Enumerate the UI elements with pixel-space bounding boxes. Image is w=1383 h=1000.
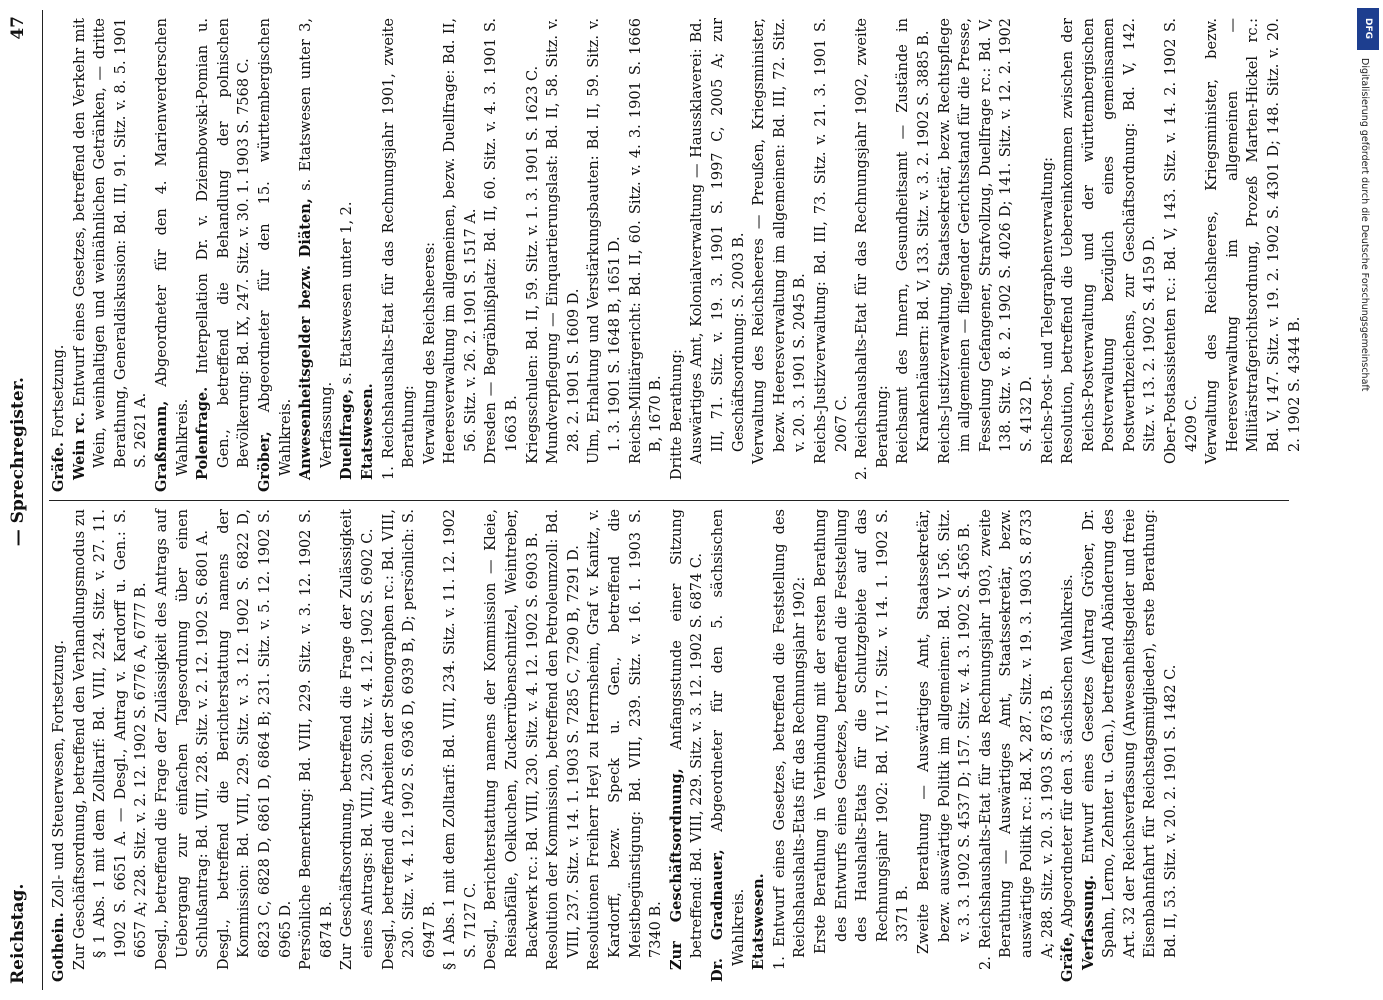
entry-text: s. Etatswesen unter 1, 2. (339, 201, 356, 389)
left-column (49, 500, 1289, 990)
register-entry (440, 18, 481, 492)
entry-keyword: Gräfe, (1059, 932, 1077, 982)
register-entry (214, 509, 296, 982)
register-entry (749, 509, 770, 982)
entry-keyword: Verfassung. (1079, 874, 1097, 970)
page-number: 47 (8, 16, 28, 40)
entry-text: Zweite Berathung — Auswärtiges Amt, Staatssekretär, bezw. auswärtige Politik im allgemeinen: Bd. V, 156. Sitz. v. 3. 3. 1902 S. 4537 D; 157. Sitz. v. 4. 3. 1902 S. 4565 B. (915, 509, 974, 954)
entry-text: Fortsetzung. (51, 344, 67, 443)
running-head (8, 10, 43, 990)
entry-text: Mundverpflegung — Einquartierungslast: Bd. II, 58. Sitz. v. 28. 2. 1901 S. 1609 D. (545, 18, 582, 464)
entry-text: Auswärtiges Amt, Kolonialverwaltung — Haussklaverei: Bd. III, 71. Sitz. v. 19. 3. 1901 S. 1997 C, 2005 A; zur Geschäftsordnung: S. 2003 B. (689, 18, 747, 464)
register-entry (379, 509, 441, 982)
register-entry (70, 18, 152, 492)
entry-keyword: Gräfe. (50, 442, 67, 492)
register-entry (481, 18, 522, 492)
register-entry (584, 509, 666, 982)
entry-text: Verwaltung des Reichsheeres: (421, 241, 438, 464)
register-entry (523, 18, 544, 492)
entry-text: s. Etatswesen unter 3, Verfassung. (298, 18, 335, 468)
entry-text: Zur Geschäftsordnung, betreffend den Verhandlungsmodus zu § 1 Abs. 1 mit dem Zolltarif: Bd. VIII, 224. Sitz. v. 27. 11. 1902 S. 6651 A. — Desgl., Antrag v. Kardorff u. Gen.: S. 6657 A; 228. Sitz. v. 2. 12. 1902 S. 6776 A, 6777 B. (71, 509, 150, 970)
register-entry (1038, 18, 1059, 492)
entry-text: Resolution, betreffend die Uebereinkommen zwischen der Reichs-Postverwaltung und der württembergischen Postverwaltung bezüglich eines gemeinsamen Postwerthzeichens, zur Geschäftsordnung: Bd. V, 142. Sitz. v. 13. 2. 1902 S. 4159 D. (1060, 18, 1159, 464)
entry-text: Abgeordneter für den 15. württembergischen Wahlkreis. (256, 18, 294, 476)
register-entry (358, 18, 379, 492)
register-entry (1058, 509, 1079, 982)
entry-text: 1. Reichshaushalts-Etat für das Rechnungsjahr 1901, zweite Berathung: (380, 18, 418, 480)
entry-keyword: Duellfrage, (338, 388, 356, 480)
register-entry (49, 18, 70, 492)
entry-keyword: Polenfrage. (194, 386, 212, 480)
entry-text: 2. Reichshaushalts-Etat für das Rechnungsjahr 1903, zweite Berathung — Auswärtiges Amt, Staatssekretär, bezw. auswärtige Politik rc.: Bd. X, 287. Sitz. v. 19. 3. 1903 S. 8733 A; 288. Sitz. v. 20. 3. 1903 S. 8763 B. (977, 509, 1056, 970)
entry-text: Reichs-Post- und Telegraphenverwaltung: (1039, 157, 1056, 464)
entry-keyword: Zur Geschäftsordnung, (667, 768, 685, 970)
entry-text: Anfangsstunde einer Sitzung betreffend: Bd. VIII, 229. Sitz. v. 3. 12. 1902 S. 6874 C. (668, 509, 706, 958)
register-entry (152, 18, 193, 492)
entry-text: Interpellation Dr. v. Dziembowski-Pomian u. Gen., betreffend die Behandlung der polnischen Bevölkerung: Bd. IX, 247. Sitz. v. 30. 1. 1903 S. 7568 C. (195, 18, 253, 468)
credit-text: Digitalisierung gefördert durch die Deutsche Forschungsgemeinschaft (1359, 58, 1370, 392)
entry-text: Reichs-Militärgericht: Bd. II, 60. Sitz. v. 4. 3. 1901 S. 1666 B, 1670 B. (627, 18, 665, 464)
register-entry (1079, 509, 1182, 982)
entry-text: § 1 Abs. 1 mit dem Zolltarif: Bd. VIII, 234. Sitz. v. 11. 12. 1902 S. 7127 C. (442, 509, 479, 970)
entry-text: Entwurf eines Gesetzes, betreffend den Verkehr mit Wein, weinhaltigen und weinähnlichen Getränken, — dritte Berathung, Generaldiskussion: Bd. III, 91. Sitz. v. 8. 5. 1901 S. 2621 A. (71, 18, 150, 468)
entry-text: Ulm, Erhaltung und Verstärkungsbauten: Bd. II, 59. Sitz. v. 1. 3. 1901 S. 1648 B, 1651 D. (586, 18, 624, 464)
running-head-center: — Sprechregister. (8, 377, 28, 547)
entry-text: Desgl., Berichterstattung namens der Kommission — Kleie, Reisabfälle, Oelkuchen, Zuckerrübenschnitzel, Weintreber, Backwerk rc.: Bd. VIII, 230. Sitz. v. 4. 12. 1902 S. 6903 B. (483, 509, 541, 970)
right-column (49, 10, 1303, 500)
entry-text: Entwurf eines Gesetzes (Antrag Gröber, Dr. Spahn, Lerno, Zehnter u. Gen.), betreffend Abänderung des Art. 32 der Reichsverfassung (Anwesenheitsgelder und freie Eisenbahnfahrt für Reichstagsmitglieder), erste Berathung: Bd. II, 53. Sitz. v. 20. 2. 1901 S. 1482 C. (1080, 509, 1180, 958)
register-entry (811, 509, 914, 982)
digitization-credit (1355, 0, 1383, 1000)
entry-keyword: Etatswesen. (358, 383, 376, 480)
entry-text: Desgl., betreffend die Arbeiten der Stenographen rc.: Bd. VIII, 230. Sitz. v. 4. 12. 1902 S. 6936 D, 6939 B, D; persönlich: S. 6947 B. (380, 509, 438, 970)
entry-text: Resolutionen Freiherr Heyl zu Herrnsheim, Graf v. Kanitz, v. Kardorff, bezw. Speck u. Gen., betreffend die Meistbegünstigung: Bd. VIII, 239. Sitz. v. 16. 1. 1903 S. 7340 B. (586, 509, 665, 970)
entry-keyword: Etatswesen. (750, 873, 768, 970)
two-column-body (49, 10, 1303, 990)
entry-text: Dritte Berathung: (668, 349, 685, 480)
register-entry (337, 18, 358, 492)
entry-text: Erste Berathung in Verbindung mit der ersten Berathung des Entwurfs eines Gesetzes, betreffend die Feststellung des Haushalts-Etats für die Schutzgebiete auf das Rechnungsjahr 1902: Bd. IV, 117. Sitz. v. 14. 1. 1902 S. 3371 B. (812, 509, 912, 954)
entry-text: Reichsamt des Innern, Gesundheitsamt — Zustände in Krankenhäusern: Bd. V, 133. Sitz. v. 3. 2. 1902 S. 3885 B. (895, 18, 932, 464)
register-entry (770, 509, 811, 982)
entry-text: Kriegsschulen: Bd. II, 59. Sitz. v. 1. 3. 1901 S. 1623 C. (524, 65, 541, 464)
entry-text: Resolution der Kommission, betreffend den Petroleumzoll: Bd. VIII, 237. Sitz. v. 14. 1. 1903 S. 7285 C, 7290 B, 7291 D. (545, 509, 582, 970)
register-entry (935, 18, 1038, 492)
register-entry (543, 509, 584, 982)
register-entry (667, 509, 708, 982)
register-entry (440, 509, 481, 982)
entry-text: Desgl., betreffend die Berichterstattung namens der Kommission: Bd. VIII, 229. Sitz. v. 3. 12. 1902 S. 6822 D, 6823 C, 6828 D, 6861 D, 6864 B; 231. Sitz. v. 5. 12. 1902 S. 6965 D. (215, 509, 294, 970)
register-entry (152, 509, 214, 982)
register-entry (481, 509, 543, 982)
entry-keyword: Graßmann, (152, 400, 170, 492)
register-entry (852, 18, 893, 492)
register-entry (543, 18, 584, 492)
register-entry (337, 509, 378, 982)
register-entry (811, 18, 852, 492)
entry-text: Desgl., betreffend die Frage der Zulässigkeit des Antrags auf Uebergang zur einfachen Tagesordnung über einen Schlußantrag: Bd. VIII, 228. Sitz. v. 2. 12. 1902 S. 6801 A. (153, 509, 212, 970)
register-entry (584, 18, 625, 492)
entry-text: 1. Entwurf eines Gesetzes, betreffend die Feststellung des Reichshaushalts-Etats für das Rechnungsjahr 1902: (771, 509, 809, 970)
register-entry (379, 18, 420, 492)
entry-text: Zoll- und Steuerwesen, Fortsetzung. (51, 640, 67, 913)
entry-text: Heeresverwaltung im allgemeinen, bezw. Duellfrage: Bd. II, 56. Sitz. v. 26. 2. 1901 S. 1517 A. (442, 18, 479, 464)
entry-text: 2. Reichshaushalts-Etat für das Rechnungsjahr 1902, zweite Berathung: (854, 18, 891, 480)
register-entry (914, 509, 976, 982)
entry-keyword: Anwesenheitsgelder bezw. Diäten, (297, 198, 315, 480)
running-head-left: Reichstag. (8, 883, 28, 984)
register-entry (296, 509, 337, 982)
register-entry (667, 18, 688, 492)
register-entry (976, 509, 1058, 982)
entry-text: Zur Geschäftsordnung, betreffend die Frage der Zulässigkeit eines Antrags: Bd. VIII, 230. Sitz. v. 4. 12. 1902 S. 6902 C. (339, 509, 376, 970)
entry-keyword: Wein rc. (70, 412, 88, 480)
entry-keyword: Gothein. (50, 912, 67, 982)
entry-text: Reichs-Justizverwaltung, Staatssekretär, bezw. Rechtspflege im allgemeinen — fliegender Gerichtsstand für die Presse, Fesselung Gefangener, Strafvollzug, Duellfrage rc.: Bd. V, 138. Sitz. v. 8. 2. 1902 S. 4026 D; 141. Sitz. v. 12. 2. 1902 S. 4132 D. (936, 18, 1035, 464)
entry-text: Abgeordneter für den 3. sächsischen Wahlkreis. (1060, 574, 1077, 933)
register-entry (687, 18, 749, 492)
entry-text: Ober-Postassistenten rc.: Bd. V, 143. Sitz. v. 14. 2. 1902 S. 4209 C. (1163, 18, 1200, 464)
register-entry (70, 509, 152, 982)
entry-text: Abgeordneter für den 4. Marienwerderschen Wahlkreis. (153, 18, 191, 476)
entry-text: Persönliche Bemerkung: Bd. VIII, 229. Sitz. v. 3. 12. 1902 S. 6874 B. (298, 509, 335, 970)
register-entry (749, 18, 811, 492)
entry-text: Verwaltung des Reichsheeres — Preußen, Kriegsminister, bezw. Heeresverwaltung im allgemeinen: Bd. III, 72. Sitz. v. 20. 3. 1901 S. 2045 B. (751, 18, 809, 464)
dfg-logo: DFG (1357, 8, 1379, 50)
register-entry (626, 18, 667, 492)
entry-text: Verwaltung des Reichsheeres, Kriegsminister, bezw. Heeresverwaltung im allgemeinen — Militärstrafgerichtsordnung, Prozeß Marten-Hickel rc.: Bd. V, 147. Sitz. v. 19. 2. 1902 S. 4301 D; 148. Sitz. v. 20. 2. 1902 S. 4344 B. (1204, 18, 1303, 464)
register-entry (1202, 18, 1305, 492)
register-entry (893, 18, 934, 492)
register-entry (708, 509, 749, 982)
register-entry (296, 18, 337, 492)
entry-keyword: Gröber, (255, 431, 273, 492)
entry-text: Abgeordneter für den 5. sächsischen Wahlkreis. (710, 509, 747, 966)
entry-text: Reichs-Justizverwaltung: Bd. III, 73. Sitz. v. 21. 3. 1901 S. 2067 C. (812, 18, 850, 464)
register-entry (255, 18, 296, 492)
register-entry (420, 18, 441, 492)
register-entry (1058, 18, 1161, 492)
register-entry (193, 18, 255, 492)
entry-keyword: Dr. Gradnauer, (709, 849, 726, 982)
register-entry (1161, 18, 1202, 492)
register-entry (49, 509, 70, 982)
entry-text: Dresden — Begräbnißplatz: Bd. II, 60. Sitz. v. 4. 3. 1901 S. 1663 B. (483, 18, 521, 464)
